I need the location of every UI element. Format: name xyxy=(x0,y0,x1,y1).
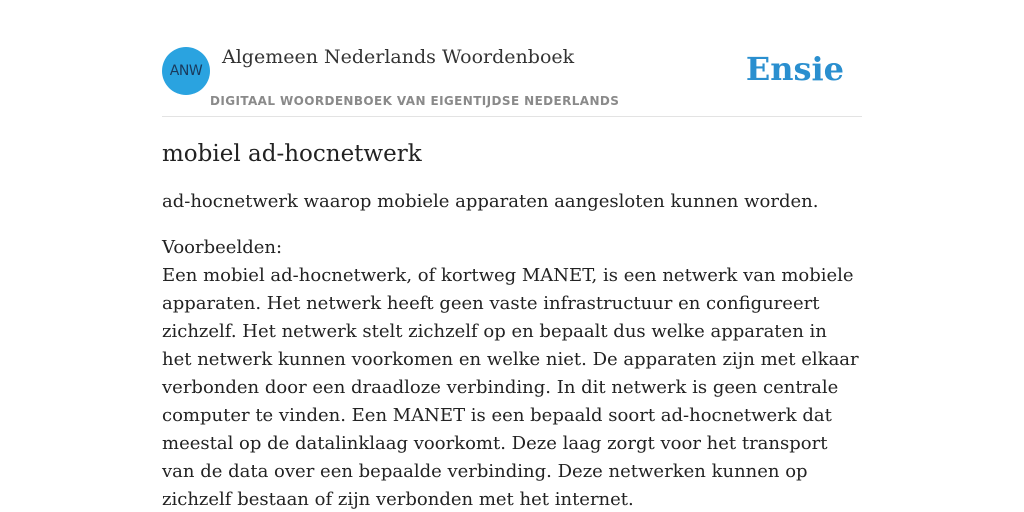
site-header xyxy=(162,40,862,117)
site-subtitle: DIGITAAL WOORDENBOEK VAN EIGENTIJDSE NEDERLANDS xyxy=(210,94,620,108)
entry-content xyxy=(162,136,862,512)
example-text: Een mobiel ad-hocnetwerk, of kortweg MANET, is een netwerk van mobiele apparaten. Het netwerk heeft geen vaste infrastructuur en configureert zichzelf. Het netwerk stelt zichzelf op en bepaalt dus welke apparaten in het netwerk kunnen voorkomen en welke niet. De apparaten zijn met elkaar verbonden door een draadloze verbinding. In dit netwerk is geen centrale computer te vinden. Een MANET is een bepaald soort ad-hocnetwerk dat meestal op de datalinklaag voorkomt. Deze laag zorgt voor het transport van de data over een bepaalde verbinding. Deze netwerken kunnen op zichzelf bestaan of zijn verbonden met het internet. xyxy=(162,265,859,510)
logo-text: ANW xyxy=(169,63,203,79)
entry-definition: ad-hocnetwerk waarop mobiele apparaten aangesloten kunnen worden. xyxy=(162,191,819,212)
entry-term: mobiel ad-hocnetwerk xyxy=(162,141,422,167)
anw-logo[interactable] xyxy=(162,47,210,95)
site-title[interactable]: Algemeen Nederlands Woordenboek xyxy=(222,46,575,68)
ensie-brand-logo[interactable]: Ensie xyxy=(745,50,844,88)
examples-label: Voorbeelden: xyxy=(162,237,283,258)
